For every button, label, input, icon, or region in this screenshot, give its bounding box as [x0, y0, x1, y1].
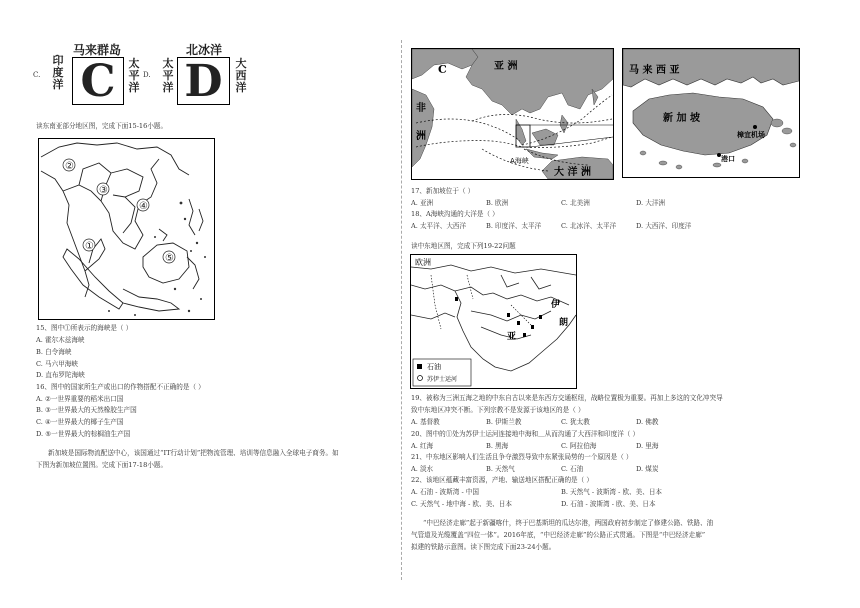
- d-letter: D: [184, 56, 223, 107]
- d-box: [177, 57, 230, 105]
- asia-map-c-label: C: [438, 63, 447, 76]
- passage-23-line-3: 拟建的铁路示意图。读下图完成下面23-24小题。: [411, 543, 556, 551]
- q16-option-d[interactable]: D. ⑤一世界最大的棕榈油生产国: [36, 430, 131, 438]
- q20-option-d[interactable]: D. 里海: [636, 442, 659, 450]
- q20-stem: 20、图中的①处为苏伊士运河连接地中海和＿从而沟通了大西洋和印度洋（ ）: [411, 430, 640, 438]
- c-left-label: 印 度 洋: [52, 54, 64, 91]
- q17-option-d[interactable]: D. 大洋洲: [636, 199, 666, 207]
- asia-map-africa-label-2: 洲: [416, 131, 426, 142]
- option-d-prefix: D.: [143, 71, 151, 79]
- c-right-label: 太 平 洋: [128, 57, 140, 94]
- middle-east-map-drawing: [411, 255, 576, 388]
- q16-stem: 16、图中的国家所生产或出口的作物搭配不正确的是（ ）: [36, 383, 205, 391]
- region-2-label: ②: [65, 161, 74, 172]
- q16-option-a[interactable]: A. ②一世界重要的稻米出口国: [36, 395, 124, 403]
- q15-stem: 15、图中①所表示的海峡是（ ）: [36, 324, 133, 332]
- passage-17-line-2: 下图为新加坡位置图。完成下面17-18小题。: [36, 461, 168, 469]
- q19-option-b[interactable]: B. 伊斯兰教: [486, 418, 522, 426]
- d-right-label: 大 西 洋: [235, 57, 247, 94]
- asia-map-africa-label-1: 非: [416, 103, 426, 114]
- middle-east-map: [410, 254, 577, 389]
- me-legend-oil: 石油: [427, 363, 441, 371]
- q15-option-d[interactable]: D. 直布罗陀海峡: [36, 371, 85, 379]
- q21-option-a[interactable]: A. 淡水: [411, 465, 434, 473]
- c-top-label: 马来群岛: [73, 43, 122, 57]
- southeast-asia-map: [38, 138, 215, 320]
- q22-option-c[interactable]: C. 天然气 - 地中海 - 欧、美、日本: [411, 500, 512, 508]
- q22-stem: 22、该地区蕴藏丰富资源，产地、输送地区搭配正确的是（ ）: [411, 476, 593, 484]
- q16-option-b[interactable]: B. ③一世界最大的天然橡胶生产国: [36, 406, 137, 414]
- intro-19-22: 读中东地区图，完成下列19-22问题: [411, 242, 516, 250]
- asia-map-strait-label: A海峡: [510, 157, 529, 165]
- q15-option-b[interactable]: B. 白令海峡: [36, 348, 72, 356]
- q19-option-d[interactable]: D. 佛教: [636, 418, 659, 426]
- asia-routes-map-drawing: [412, 49, 613, 179]
- asia-map-ocean-label: 大 洋 洲: [554, 167, 591, 178]
- me-map-lang-label: 朗: [559, 318, 569, 328]
- me-legend-canal: 苏伊士运河: [427, 376, 458, 383]
- q19-option-c[interactable]: C. 犹太教: [561, 418, 590, 426]
- q19-stem-line-1: 19、被称为三洲五海之地的中东自古以来是东西方交通枢纽，战略位置极为重要。再加上多这的文化冲突导: [411, 394, 723, 402]
- sg-map-malaysia-label: 马 来 西 亚: [629, 65, 680, 76]
- q19-option-a[interactable]: A. 基督教: [411, 418, 440, 426]
- c-letter: C: [80, 56, 116, 107]
- q17-stem: 17、新加坡位于（ ）: [411, 187, 475, 195]
- q20-option-a[interactable]: A. 红海: [411, 442, 434, 450]
- me-map-europe-label: 欧洲: [415, 258, 431, 267]
- intro-15-16: 读东南亚部分地区图，完成下面15-16小题。: [36, 122, 168, 130]
- southeast-asia-map-drawing: [39, 139, 214, 319]
- q17-option-b[interactable]: B. 欧洲: [486, 199, 509, 207]
- passage-17-line-1: 新加坡是国际物流配送中心，该国通过“IT行动计划”把物流管理、培训等信息融入全球电子商务。如: [48, 449, 339, 457]
- q20-option-b[interactable]: B. 黑海: [486, 442, 509, 450]
- sg-map-airport-label: 樟宜机场: [737, 131, 765, 139]
- singapore-map: [622, 48, 800, 178]
- q18-option-b[interactable]: B. 印度洋、太平洋: [486, 222, 542, 230]
- region-5-label: ⑤: [165, 253, 174, 264]
- me-map-asia-label: 亚: [507, 332, 517, 342]
- q15-option-a[interactable]: A. 霍尔木兹海峡: [36, 336, 85, 344]
- region-1-label: ①: [85, 241, 94, 252]
- q21-option-b[interactable]: B. 天然气: [486, 465, 515, 473]
- q18-stem: 18、A海峡沟通的大洋是（ ）: [411, 210, 499, 218]
- q20-option-c[interactable]: C. 阿拉伯海: [561, 442, 597, 450]
- q21-option-c[interactable]: C. 石油: [561, 465, 584, 473]
- sg-map-port-label: 港口: [721, 155, 735, 163]
- c-box: [72, 57, 124, 105]
- q22-option-d[interactable]: D. 石油 - 波斯湾 - 欧、美、日本: [561, 500, 656, 508]
- q18-option-c[interactable]: C. 北冰洋、太平洋: [561, 222, 617, 230]
- singapore-map-drawing: [623, 49, 799, 177]
- column-divider: [401, 40, 402, 580]
- option-c-prefix: C.: [33, 71, 41, 79]
- d-left-label: 太 平 洋: [162, 57, 174, 94]
- sg-map-singapore-label: 新 加 坡: [663, 113, 700, 124]
- passage-23-line-1: “中巴经济走廊”起于新疆喀什，终于巴基斯坦的瓜达尔港，两国政府初步制定了修建公路、铁路、油: [423, 519, 714, 527]
- region-4-label: ④: [139, 201, 148, 212]
- q19-stem-line-2: 致中东地区冲突不断。下列宗教不是发源于该地区的是（ ）: [411, 406, 585, 414]
- q22-option-b[interactable]: B. 天然气 - 波斯湾 - 欧、美、日本: [561, 488, 663, 496]
- q16-option-c[interactable]: C. ④一世界最大的椰子生产国: [36, 418, 124, 426]
- q21-stem: 21、中东地区影响人们生活且争夺激烈导致中东紧张局势的一个原因是（ ）: [411, 453, 633, 461]
- q18-option-a[interactable]: A. 太平洋、大西洋: [411, 222, 467, 230]
- q21-option-d[interactable]: D. 煤炭: [636, 465, 659, 473]
- q17-option-a[interactable]: A. 亚洲: [411, 199, 434, 207]
- q17-option-c[interactable]: C. 北美洲: [561, 199, 590, 207]
- passage-23-line-2: 气管道及光缆覆盖“四位一体”。2016年底，“中巴经济走廊”的公路正式贯通。下图是“中巴经济走廊”: [411, 531, 706, 539]
- asia-map-asia-label: 亚 洲: [494, 61, 518, 72]
- asia-routes-map: [411, 48, 614, 180]
- q22-option-a[interactable]: A. 石油 - 波斯湾 - 中国: [411, 488, 479, 496]
- d-top-label: 北冰洋: [186, 43, 223, 57]
- me-map-yi-label: 伊: [551, 300, 561, 310]
- q18-option-d[interactable]: D. 大西洋、印度洋: [636, 222, 692, 230]
- q15-option-c[interactable]: C. 马六甲海峡: [36, 360, 78, 368]
- region-3-label: ③: [99, 185, 108, 196]
